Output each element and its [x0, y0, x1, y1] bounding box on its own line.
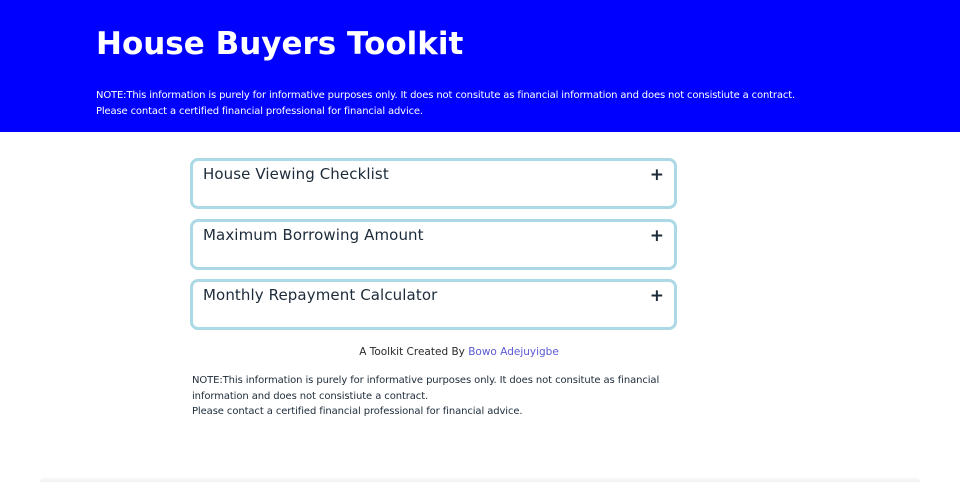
credit-prefix: A Toolkit Created By — [359, 346, 465, 358]
footer-disclaimer-line-1: NOTE:This information is purely for informative purposes only. It does not consitute as financial information and does not consistiute a contract. — [192, 375, 660, 402]
expand-plus-icon[interactable]: + — [649, 226, 664, 246]
footer-disclaimer-line-2: Please contact a certified financial professional for financial advice. — [192, 406, 523, 418]
expand-plus-icon[interactable]: + — [649, 165, 664, 185]
header-disclaimer-line-2: Please contact a certified financial professional for financial advice. — [96, 105, 423, 117]
page-title: House Buyers Toolkit — [96, 26, 464, 62]
credit-line — [0, 346, 918, 358]
page-header — [0, 0, 960, 132]
accordion-monthly-repayment-calculator[interactable] — [190, 279, 677, 330]
accordion-maximum-borrowing-amount[interactable] — [190, 219, 677, 270]
bottom-card-shadow — [40, 476, 920, 482]
accordion-title: Maximum Borrowing Amount — [203, 226, 424, 244]
author-link[interactable]: Bowo Adejuyigbe — [468, 346, 559, 358]
accordion-title: Monthly Repayment Calculator — [203, 286, 438, 304]
accordion-house-viewing-checklist[interactable] — [190, 158, 677, 209]
header-disclaimer-line-1: NOTE:This information is purely for informative purposes only. It does not consitute as financial information and does not consistiute a contract. — [96, 90, 796, 101]
footer-disclaimer — [192, 373, 672, 420]
accordion-title: House Viewing Checklist — [203, 165, 389, 183]
header-disclaimer — [96, 88, 856, 119]
expand-plus-icon[interactable]: + — [649, 286, 664, 306]
